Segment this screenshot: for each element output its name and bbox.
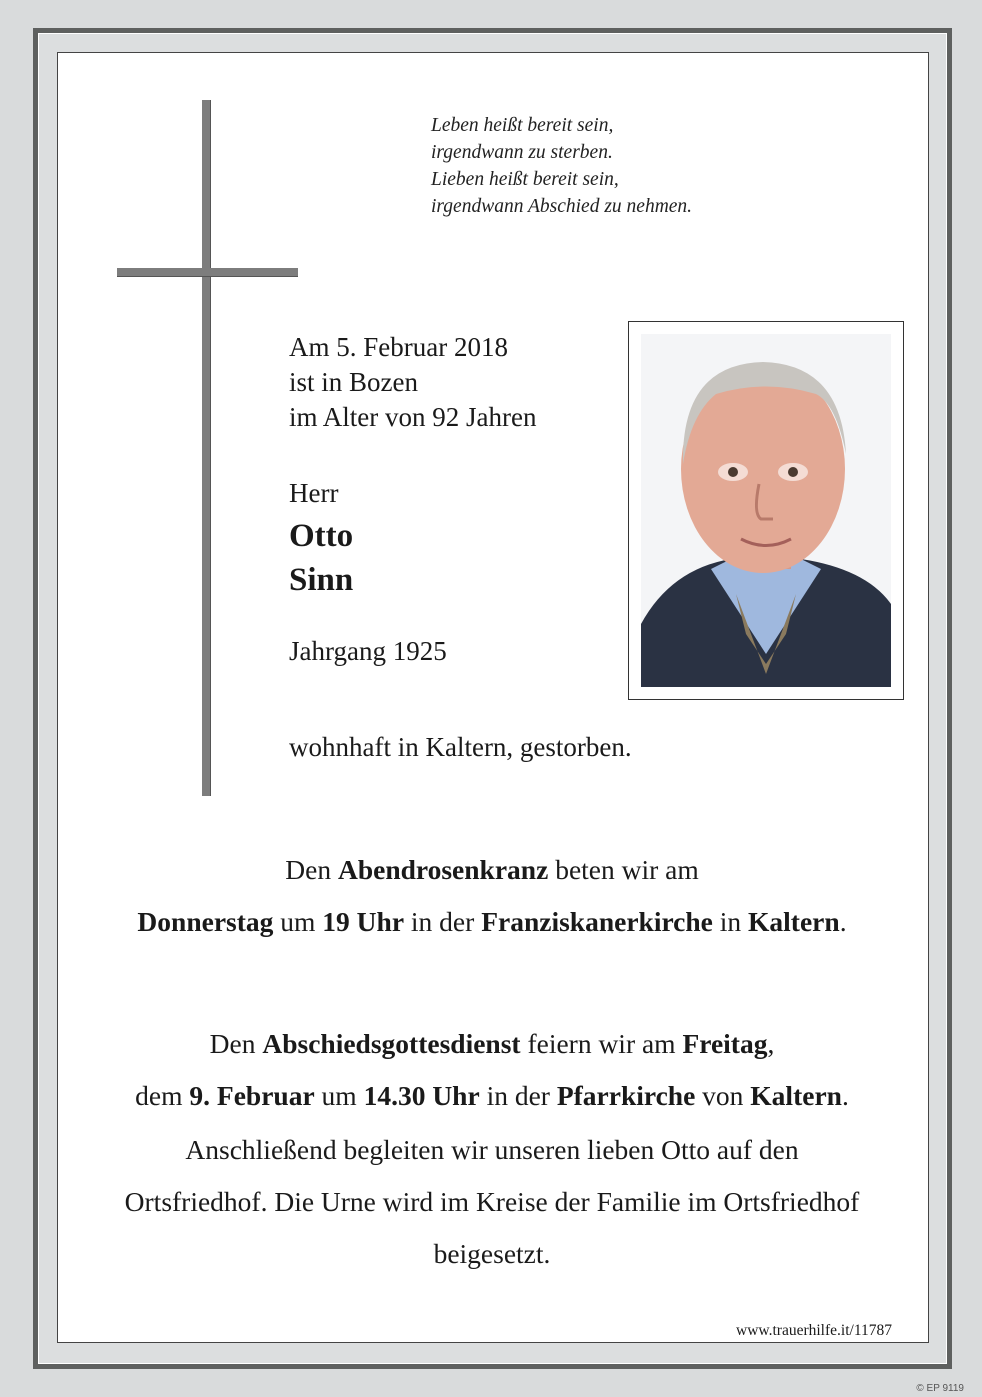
text: . [839, 906, 847, 937]
text-bold: Kaltern [750, 1080, 842, 1111]
poem [431, 112, 692, 220]
text: beten wir am [548, 854, 699, 885]
poem-line: Leben heißt bereit sein, [431, 115, 614, 136]
text: in der [404, 906, 482, 937]
service-line-4: Ortsfriedhof. Die Urne wird im Kreise der Familie im Ortsfriedhof [124, 1186, 860, 1217]
poem-line: irgendwann zu sterben. [431, 142, 613, 163]
first-name: Otto [289, 518, 354, 554]
text: um [314, 1080, 364, 1111]
text-bold: Pfarrkirche [556, 1080, 696, 1111]
text-bold: Franziskanerkirche [481, 906, 713, 937]
text-bold: 9. Februar [189, 1080, 315, 1111]
text-bold: Freitag [682, 1028, 768, 1059]
text: . [841, 1080, 849, 1111]
text: um [273, 906, 323, 937]
intro-line: ist in Bozen [289, 367, 418, 397]
text-bold: 14.30 Uhr [363, 1080, 480, 1111]
rosary-line-2 [57, 906, 927, 938]
text: dem [135, 1080, 190, 1111]
poem-line: Lieben heißt bereit sein, [431, 169, 619, 190]
cross-icon-bar [117, 268, 298, 277]
birth-year: Jahrgang 1925 [289, 636, 447, 666]
text-bold: 19 Uhr [322, 906, 405, 937]
last-name: Sinn [289, 562, 354, 598]
text: Den [285, 854, 338, 885]
residence: wohnhaft in Kaltern, gestorben. [289, 732, 632, 762]
text-bold: Abendrosenkranz [337, 854, 549, 885]
website-link[interactable]: www.trauerhilfe.it/11787 [736, 1322, 892, 1339]
service-line-5: beigesetzt. [433, 1238, 551, 1269]
portrait-frame [628, 321, 904, 700]
title: Herr [289, 478, 339, 508]
intro-line: im Alter von 92 Jahren [289, 402, 537, 432]
text: in der [479, 1080, 557, 1111]
text-bold: Abschiedsgottesdienst [262, 1028, 521, 1059]
text-bold: Donnerstag [137, 906, 274, 937]
portrait-photo [641, 334, 891, 687]
text-bold: Kaltern [748, 906, 840, 937]
text: , [767, 1028, 775, 1059]
service-line-2 [57, 1080, 927, 1112]
text: Den [209, 1028, 263, 1059]
poem-line: irgendwann Abschied zu nehmen. [431, 196, 693, 217]
service-line-3: Anschließend begleiten wir unseren lieben Otto auf den [185, 1134, 799, 1165]
text: feiern wir am [520, 1028, 683, 1059]
copyright: © EP 9119 [916, 1383, 964, 1394]
rosary-line-1 [57, 854, 927, 886]
deceased-name [289, 514, 353, 602]
service-line-1 [57, 1028, 927, 1060]
text: in [712, 906, 749, 937]
intro-line: Am 5. Februar 2018 [289, 332, 508, 362]
cross-icon [202, 100, 211, 796]
death-intro [289, 330, 536, 435]
text: von [695, 1080, 751, 1111]
